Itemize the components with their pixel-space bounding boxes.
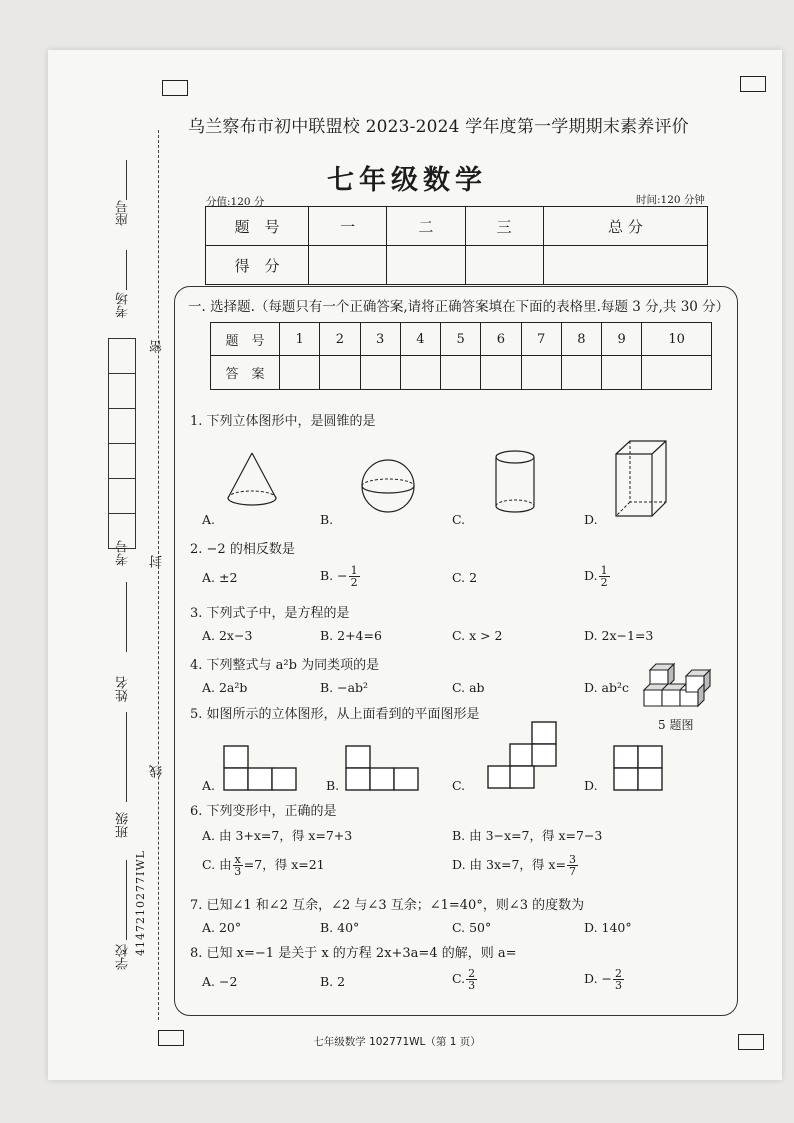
- cone-figure: [222, 450, 282, 510]
- question-8: 8. 已知 x=−1 是关于 x 的方程 2x+3a=4 的解，则 a=: [190, 946, 517, 961]
- answer-cell-1[interactable]: [280, 356, 320, 390]
- name-label: 姓名: [116, 676, 131, 702]
- score-header-part1: 一: [309, 207, 387, 246]
- q5-option-b-figure: [344, 744, 420, 792]
- answer-header-3: 3: [360, 323, 400, 356]
- q5-option-a-figure: [222, 744, 298, 792]
- q5-option-c-figure: [486, 720, 558, 792]
- math-text: [613, 968, 624, 991]
- class-blank: [126, 860, 127, 940]
- math-text: 2: [615, 967, 622, 980]
- exam-number-blank: [126, 582, 127, 652]
- q8-option-a[interactable]: A. −2: [202, 974, 238, 989]
- math-text: C.: [452, 971, 466, 986]
- answer-cell-4[interactable]: [400, 356, 440, 390]
- q4-option-c[interactable]: C. ab: [452, 680, 485, 695]
- seat-label: 座号: [116, 200, 131, 226]
- q3-option-d[interactable]: D. 2x−1=3: [584, 628, 654, 643]
- answer-cell-9[interactable]: [602, 356, 642, 390]
- registration-mark: [740, 76, 766, 92]
- question-7: 7. 已知∠1 和∠2 互余，∠2 与∠3 互余；∠1=40°，则∠3 的度数为: [190, 898, 585, 913]
- q5-solid-figure: [642, 654, 716, 708]
- math-text: 2: [350, 576, 358, 589]
- answer-header-5: 5: [441, 323, 481, 356]
- q7-option-c[interactable]: C. 50°: [452, 920, 492, 935]
- math-text: 1: [600, 564, 608, 577]
- q5-option-b[interactable]: B.: [326, 778, 340, 793]
- question-1: 1. 下列立体图形中，是圆锥的是: [190, 414, 376, 429]
- question-6: 6. 下列变形中，正确的是: [190, 804, 337, 819]
- q6-option-b[interactable]: B. 由 3−x=7，得 x=7−3: [452, 828, 603, 843]
- math-text: C. 由: [202, 857, 232, 872]
- answer-header-9: 9: [602, 323, 642, 356]
- score-header-part2: 二: [387, 207, 465, 246]
- math-text: 2: [600, 576, 608, 589]
- q5-option-c[interactable]: C.: [452, 778, 466, 793]
- q7-option-d[interactable]: D. 140°: [584, 920, 632, 935]
- answer-header-4: 4: [400, 323, 440, 356]
- answer-cell-10[interactable]: [642, 356, 712, 390]
- q8-option-c[interactable]: [452, 968, 478, 991]
- question-4: 4. 下列整式与 a²b 为同类项的是: [190, 658, 380, 673]
- time-limit: 时间:120 分钟: [636, 194, 705, 206]
- q4-option-d[interactable]: D. ab²c: [584, 680, 629, 695]
- page-footer: 七年级数学 102771WL（第 1 页）: [313, 1036, 481, 1048]
- q6-option-a[interactable]: A. 由 3+x=7，得 x=7+3: [202, 828, 353, 843]
- q4-option-a[interactable]: A. 2a²b: [202, 680, 248, 695]
- q6-option-c[interactable]: [202, 854, 325, 877]
- math-text: =7，得 x=21: [243, 857, 325, 872]
- exam-room-blank: [126, 250, 127, 290]
- question-2: 2. −2 的相反数是: [190, 542, 295, 557]
- q2-option-b[interactable]: [320, 565, 361, 588]
- q5-figure-label: 5 题图: [658, 718, 694, 732]
- score-cell-3[interactable]: [465, 246, 543, 285]
- math-text: 3: [615, 979, 622, 992]
- q3-option-b[interactable]: B. 2+4=6: [320, 628, 382, 643]
- math-text: 3: [468, 979, 476, 992]
- seal-mark: 密: [150, 340, 165, 353]
- sphere-figure: [358, 458, 418, 514]
- score-header-label: 题 号: [206, 207, 309, 246]
- score-cell-2[interactable]: [387, 246, 465, 285]
- math-text: [349, 565, 360, 588]
- score-header-total: 总 分: [543, 207, 707, 246]
- subject-title: 七年级数学: [327, 165, 487, 196]
- q4-option-b[interactable]: B. −ab²: [320, 680, 369, 695]
- prism-figure: [612, 438, 670, 520]
- answer-cell-8[interactable]: [561, 356, 601, 390]
- answer-header-8: 8: [561, 323, 601, 356]
- math-text: B. −: [320, 568, 348, 583]
- q2-option-c[interactable]: C. 2: [452, 570, 478, 585]
- name-blank: [126, 712, 127, 802]
- school-label: 学校: [116, 944, 131, 970]
- math-text: D.: [584, 568, 598, 583]
- exam-number-boxes[interactable]: [108, 338, 136, 549]
- answer-header-10: 10: [642, 323, 712, 356]
- q1-option-c[interactable]: C.: [452, 512, 466, 527]
- q6-option-d[interactable]: [452, 854, 579, 877]
- fasten-mark: 封: [150, 555, 165, 568]
- answer-cell-3[interactable]: [360, 356, 400, 390]
- answer-cell-2[interactable]: [320, 356, 360, 390]
- q2-option-d[interactable]: [584, 565, 611, 588]
- answer-header-7: 7: [521, 323, 561, 356]
- math-text: [233, 854, 243, 877]
- math-text: 1: [350, 564, 358, 577]
- cylinder-figure: [492, 448, 538, 516]
- answer-header-2: 2: [320, 323, 360, 356]
- math-text: D. 由 3x=7，得 x=: [452, 857, 566, 872]
- math-text: 3: [568, 853, 576, 866]
- q8-option-d[interactable]: [584, 968, 625, 991]
- math-text: 7: [568, 865, 576, 878]
- q8-option-b[interactable]: B. 2: [320, 974, 346, 989]
- q3-option-a[interactable]: A. 2x−3: [202, 628, 253, 643]
- q1-option-a[interactable]: A.: [202, 512, 216, 527]
- score-row-label: 得 分: [206, 246, 309, 285]
- math-text: D. −: [584, 971, 612, 986]
- math-text: x: [234, 853, 241, 866]
- answer-header-6: 6: [481, 323, 521, 356]
- math-text: [599, 565, 610, 588]
- score-header-part3: 三: [465, 207, 543, 246]
- math-text: 3: [234, 865, 242, 878]
- answer-row-label: 答 案: [211, 356, 280, 390]
- question-5: 5. 如图所示的立体图形，从上面看到的平面图形是: [190, 707, 480, 722]
- math-text: [466, 968, 477, 991]
- answer-table: [210, 322, 712, 390]
- school-title: 乌兰察布市初中联盟校 2023-2024 学年度第一学期期末素养评价: [188, 117, 689, 137]
- line-mark: 线: [150, 765, 165, 778]
- q1-option-d[interactable]: D.: [584, 512, 598, 527]
- q2-option-a[interactable]: A. ±2: [202, 570, 238, 585]
- registration-mark: [162, 80, 188, 96]
- answer-header-1: 1: [280, 323, 320, 356]
- class-label: 班级: [116, 812, 131, 838]
- q7-option-a[interactable]: A. 20°: [202, 920, 242, 935]
- paper-code: 4147210277IWL: [134, 850, 147, 956]
- q7-option-b[interactable]: B. 40°: [320, 920, 360, 935]
- q5-option-d[interactable]: D.: [584, 778, 598, 793]
- math-text: 2: [468, 967, 476, 980]
- score-cell-total[interactable]: [543, 246, 707, 285]
- total-score: 分值:120 分: [206, 196, 265, 208]
- q5-option-a[interactable]: A.: [202, 778, 216, 793]
- exam-number-label: 考号: [116, 540, 131, 566]
- answer-cell-5[interactable]: [441, 356, 481, 390]
- section1-heading: 一. 选择题.（每题只有一个正确答案,请将正确答案填在下面的表格里.每题 3 分,共 30 分）: [188, 299, 730, 315]
- question-3: 3. 下列式子中，是方程的是: [190, 606, 350, 621]
- binding-dashed-line: [158, 130, 159, 1020]
- answer-cell-7[interactable]: [521, 356, 561, 390]
- q3-option-c[interactable]: C. x > 2: [452, 628, 503, 643]
- answer-header-label: 题 号: [211, 323, 280, 356]
- answer-cell-6[interactable]: [481, 356, 521, 390]
- score-cell-1[interactable]: [309, 246, 387, 285]
- score-table: [205, 206, 708, 285]
- q5-option-d-figure: [612, 744, 664, 792]
- q1-option-b[interactable]: B.: [320, 512, 334, 527]
- math-text: [567, 854, 578, 877]
- exam-room-label: 考场: [116, 292, 131, 318]
